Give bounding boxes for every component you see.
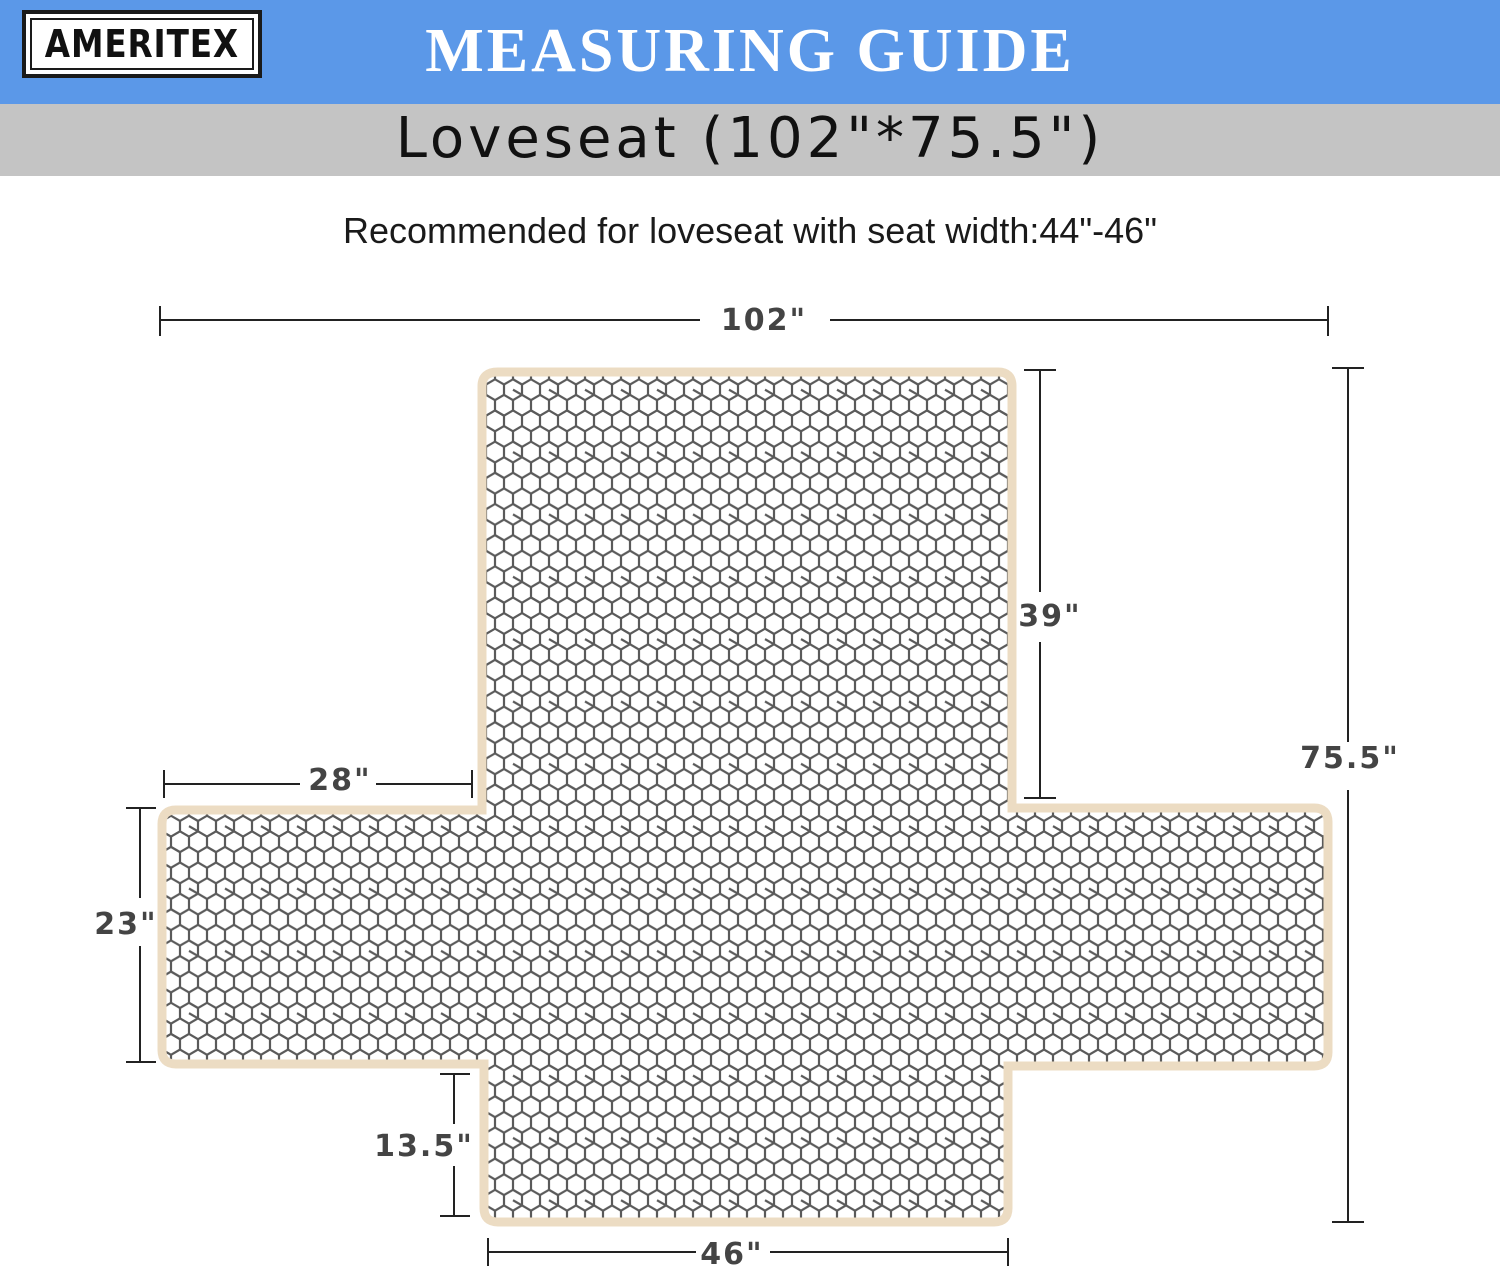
brand-name: AMERITEX xyxy=(44,22,240,66)
dimension-total-width: 102" xyxy=(720,303,808,338)
page-title: MEASURING GUIDE xyxy=(425,17,1075,85)
dimension-backrest-height: 39" xyxy=(1018,599,1082,634)
dimension-seat-depth: 13.5" xyxy=(374,1129,474,1164)
recommendation-text: Recommended for loveseat with seat width:44"-46" xyxy=(343,210,1157,251)
dimension-arm-length: 28" xyxy=(308,763,372,798)
product-title: Loveseat (102"*75.5") xyxy=(395,106,1105,171)
dimension-seat-width: 46" xyxy=(700,1237,764,1272)
dimension-arm-width: 23" xyxy=(94,907,158,942)
dimension-total-length: 75.5" xyxy=(1300,741,1400,776)
